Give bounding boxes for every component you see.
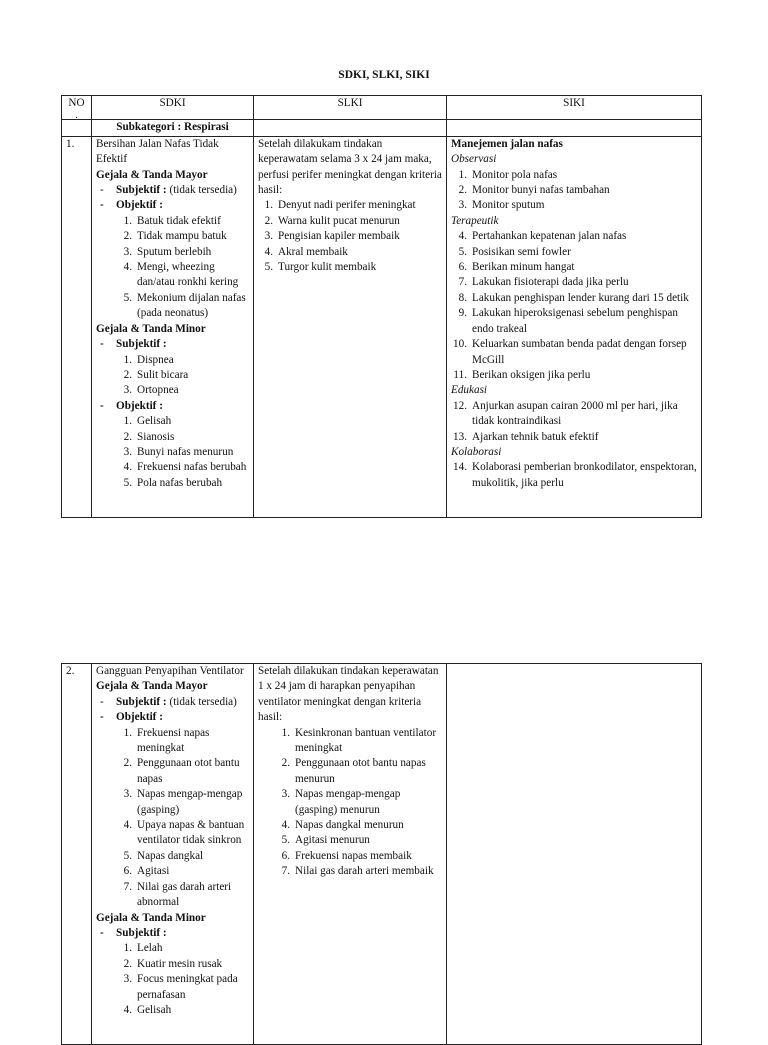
list-item bbox=[96, 941, 249, 956]
minor-subjektif-label: - Subjektif : bbox=[96, 337, 249, 352]
mayor-title: Gejala & Tanda Mayor bbox=[96, 680, 208, 693]
list-item-number: 4. bbox=[123, 1003, 132, 1016]
siki-section-label: Edukasi bbox=[451, 384, 488, 397]
list-item bbox=[451, 183, 697, 198]
subkategori-empty-cell bbox=[254, 120, 447, 136]
diagnosa-text: Bersihan Jalan Nafas Tidak Efektif bbox=[96, 137, 219, 166]
list-item-text: Anjurkan asupan cairan 2000 ml per hari, jika tidak kontraindikasi bbox=[472, 399, 678, 428]
subkategori-label: Subkategori : Respirasi bbox=[92, 120, 254, 136]
siki-section-label: Observasi bbox=[451, 153, 497, 166]
list-item-text: Penggunaan otot bantu napas menurun bbox=[295, 757, 426, 785]
subkategori-empty-cell bbox=[447, 120, 702, 136]
minor-title: Gejala & Tanda Minor bbox=[96, 322, 206, 335]
list-item bbox=[96, 260, 249, 291]
list-item-number: 2. bbox=[458, 184, 467, 197]
list-item-text: Napas dangkal bbox=[137, 849, 204, 862]
list-item bbox=[96, 414, 249, 429]
list-item bbox=[96, 214, 249, 229]
list-item bbox=[96, 880, 249, 911]
list-item-number: 1. bbox=[281, 726, 290, 739]
list-item bbox=[451, 260, 697, 275]
list-item-text: Sputum berlebih bbox=[137, 245, 212, 258]
list-item-text: Akral membaik bbox=[278, 245, 348, 258]
list-item bbox=[451, 430, 697, 445]
list-item-text: Lelah bbox=[137, 942, 163, 955]
list-item-number: 5. bbox=[281, 834, 290, 847]
slki-list bbox=[258, 726, 442, 880]
list-item bbox=[96, 756, 249, 787]
siki-section-list bbox=[451, 168, 697, 214]
list-item-text: Posisikan semi fowler bbox=[472, 245, 571, 258]
minor-subjektif-list bbox=[96, 353, 249, 399]
list-item bbox=[258, 787, 442, 818]
list-item-text: Mengi, wheezing dan/atau ronkhi kering bbox=[137, 261, 239, 289]
list-item-number: 4. bbox=[458, 230, 467, 243]
list-item-text: Focus meningkat pada pernafasan bbox=[137, 973, 238, 1001]
list-item-text: Bunyi nafas menurun bbox=[137, 445, 234, 458]
list-item bbox=[96, 430, 249, 445]
list-item-number: 12. bbox=[453, 399, 467, 412]
header-sdki: SDKI bbox=[92, 96, 254, 120]
list-item-number: 6. bbox=[458, 261, 467, 274]
siki-section-list bbox=[451, 399, 697, 445]
list-item-text: Frekuensi napas meningkat bbox=[137, 726, 210, 755]
mayor-title: Gejala & Tanda Mayor bbox=[96, 168, 208, 181]
list-item-number: 5. bbox=[123, 291, 132, 304]
list-item-text: Tidak mampu batuk bbox=[137, 230, 227, 243]
siki-cell bbox=[447, 664, 702, 1045]
slki-cell bbox=[254, 664, 447, 1045]
list-item bbox=[96, 383, 249, 398]
list-item bbox=[451, 275, 697, 290]
sdki-cell bbox=[92, 136, 254, 517]
list-item-number: 1. bbox=[123, 353, 132, 366]
list-item-number: 3. bbox=[123, 445, 132, 458]
list-item bbox=[451, 337, 697, 368]
minor-objektif-label: - Objektif : bbox=[96, 399, 249, 414]
subjektif-line bbox=[96, 695, 249, 710]
table-row bbox=[62, 664, 702, 1045]
list-item-text: Nilai gas darah arteri membaik bbox=[295, 865, 434, 878]
list-item-number: 3. bbox=[123, 245, 132, 258]
list-item bbox=[258, 818, 442, 833]
list-item-text: Kesinkronan bantuan ventilator meningkat bbox=[295, 726, 437, 755]
minor-subjektif-list bbox=[96, 941, 249, 1018]
minor-subjektif-label: - Subjektif : bbox=[96, 926, 249, 941]
list-item-number: 1. bbox=[123, 942, 132, 955]
list-item-number: 5. bbox=[123, 849, 132, 862]
list-item bbox=[451, 229, 697, 244]
list-item-number: 2. bbox=[123, 430, 132, 443]
list-item bbox=[258, 833, 442, 848]
list-item bbox=[96, 229, 249, 244]
subjektif-label: Subjektif : bbox=[116, 184, 167, 197]
slki-list bbox=[258, 198, 442, 275]
list-item bbox=[451, 368, 697, 383]
row-number: 2. bbox=[62, 664, 92, 1045]
subjektif-note: (tidak tersedia) bbox=[169, 184, 237, 197]
objektif-label: - Objektif : bbox=[96, 198, 249, 213]
list-item bbox=[258, 756, 442, 787]
list-item-text: Ortopnea bbox=[137, 384, 179, 397]
list-item-number: 4. bbox=[123, 461, 132, 474]
list-item bbox=[96, 445, 249, 460]
page-title: SDKI, SLKI, SIKI bbox=[338, 69, 430, 81]
objektif-label: - Objektif : bbox=[96, 710, 249, 725]
list-item bbox=[258, 726, 442, 757]
list-item-text: Gelisah bbox=[137, 1003, 172, 1016]
list-item bbox=[451, 306, 697, 337]
list-item-text: Monitor pola nafas bbox=[472, 168, 558, 181]
list-item-text: Pengisian kapiler membaik bbox=[278, 230, 400, 243]
list-item bbox=[258, 864, 442, 879]
list-item-text: Frekuensi nafas berubah bbox=[137, 461, 247, 474]
list-item-text: Monitor sputum bbox=[472, 199, 545, 212]
header-siki: SIKI bbox=[447, 96, 702, 120]
list-item-text: Keluarkan sumbatan benda padat dengan forsep McGill bbox=[472, 338, 687, 366]
list-item bbox=[258, 849, 442, 864]
list-item-text: Kolaborasi pemberian bronkodilator, enspektoran, mukolitik, jika perlu bbox=[472, 461, 697, 489]
subkategori-empty-cell bbox=[62, 120, 92, 136]
list-item bbox=[96, 957, 249, 972]
table-header-row bbox=[62, 96, 702, 120]
list-item-text: Dispnea bbox=[137, 353, 174, 366]
list-item-number: 5. bbox=[458, 245, 467, 258]
list-item-number: 4. bbox=[123, 819, 132, 832]
list-item-text: Agitasi bbox=[137, 865, 170, 878]
list-item-number: 3. bbox=[264, 230, 273, 243]
list-item-number: 11. bbox=[453, 368, 467, 381]
siki-title: Manejemen jalan nafas bbox=[451, 137, 563, 150]
list-item-text: Berikan minum hangat bbox=[472, 261, 575, 274]
list-item bbox=[258, 245, 442, 260]
list-item-number: 3. bbox=[123, 973, 132, 986]
list-item bbox=[451, 460, 697, 491]
list-item-number: 3. bbox=[123, 788, 132, 801]
list-item-text: Monitor bunyi nafas tambahan bbox=[472, 184, 610, 197]
list-item bbox=[96, 368, 249, 383]
list-item-number: 4. bbox=[264, 245, 273, 258]
care-plan-table-2 bbox=[61, 663, 702, 1045]
row-number: 1. bbox=[62, 136, 92, 517]
list-item-number: 7. bbox=[281, 865, 290, 878]
subjektif-line bbox=[96, 183, 249, 198]
slki-intro: Setelah dilakukan tindakan keperawatan 1 x 24 jam di harapkan penyapihan ventilator meningkat dengan kriteria hasil: bbox=[258, 665, 439, 724]
list-item-text: Kuatir mesin rusak bbox=[137, 957, 223, 970]
list-item-number: 1. bbox=[123, 214, 132, 227]
subkategori-row bbox=[62, 120, 702, 136]
list-item-number: 4. bbox=[123, 261, 132, 274]
list-item bbox=[96, 353, 249, 368]
list-item-text: Napas mengap-mengap (gasping) bbox=[137, 788, 243, 816]
list-item bbox=[258, 198, 442, 213]
list-item-text: Sulit bicara bbox=[137, 368, 189, 381]
diagnosa-text: Gangguan Penyapihan Ventilator bbox=[96, 665, 244, 677]
list-item-number: 2. bbox=[123, 368, 132, 381]
list-item-number: 2. bbox=[264, 214, 273, 227]
header-no-label: NO bbox=[68, 97, 85, 109]
list-item bbox=[258, 260, 442, 275]
list-item-text: Napas mengap-mengap (gasping) menurun bbox=[295, 788, 401, 816]
list-item-text: Sianosis bbox=[137, 430, 175, 443]
list-item-number: 1. bbox=[123, 726, 132, 739]
list-item bbox=[96, 818, 249, 849]
sdki-cell bbox=[92, 664, 254, 1045]
siki-section-list bbox=[451, 460, 697, 491]
list-item-number: 6. bbox=[281, 849, 290, 862]
header-slki: SLKI bbox=[254, 96, 447, 120]
list-item-text: Napas dangkal menurun bbox=[295, 819, 404, 832]
list-item-text: Pertahankan kepatenan jalan nafas bbox=[472, 230, 627, 243]
list-item-text: Lakukan hiperoksigenasi sebelum penghispan endo trakeal bbox=[472, 307, 678, 335]
list-item bbox=[451, 399, 697, 430]
list-item bbox=[96, 476, 249, 491]
list-item-number: 8. bbox=[458, 291, 467, 304]
list-item-text: Nilai gas darah arteri abnormal bbox=[137, 880, 232, 909]
list-item-number: 14. bbox=[453, 461, 467, 474]
list-item-number: 13. bbox=[453, 430, 467, 443]
care-plan-table-1 bbox=[61, 95, 702, 518]
minor-objektif-list bbox=[96, 414, 249, 491]
siki-section-label: Kolaborasi bbox=[451, 445, 502, 458]
list-item bbox=[258, 214, 442, 229]
list-item-number: 1. bbox=[458, 168, 467, 181]
list-item-number: 1. bbox=[123, 415, 132, 428]
list-item bbox=[96, 245, 249, 260]
list-item-number: 9. bbox=[458, 307, 467, 320]
list-item-text: Turgor kulit membaik bbox=[278, 261, 377, 274]
list-item-text: Gelisah bbox=[137, 415, 172, 428]
siki-cell bbox=[447, 136, 702, 517]
list-item-number: 3. bbox=[281, 788, 290, 801]
slki-intro: Setelah dilakukam tindakan keperawatam selama 3 x 24 jam maka, perfusi perifer meningkat dengan kriteria hasil: bbox=[258, 137, 442, 197]
slki-cell bbox=[254, 136, 447, 517]
list-item-number: 7. bbox=[458, 276, 467, 289]
list-item-number: 2. bbox=[123, 957, 132, 970]
list-item bbox=[96, 864, 249, 879]
subjektif-label: Subjektif : bbox=[116, 695, 167, 708]
list-item-number: 3. bbox=[458, 199, 467, 212]
objektif-list bbox=[96, 214, 249, 322]
list-item bbox=[96, 460, 249, 475]
table-row bbox=[62, 136, 702, 517]
list-item-text: Warna kulit pucat menurun bbox=[278, 214, 400, 227]
list-item-number: 7. bbox=[123, 880, 132, 893]
list-item-number: 2. bbox=[281, 757, 290, 770]
siki-sections bbox=[451, 152, 697, 491]
list-item-text: Denyut nadi perifer meningkat bbox=[278, 199, 416, 212]
list-item-text: Mekonium dijalan nafas (pada neonatus) bbox=[137, 291, 246, 320]
siki-section-list bbox=[451, 229, 697, 383]
siki-section-label: Terapeutik bbox=[451, 214, 499, 227]
list-item-text: Ajarkan tehnik batuk efektif bbox=[472, 430, 599, 443]
list-item bbox=[96, 291, 249, 322]
header-no-sub: . bbox=[75, 109, 78, 122]
list-item bbox=[451, 245, 697, 260]
list-item-text: Berikan oksigen jika perlu bbox=[472, 368, 591, 381]
list-item-number: 3. bbox=[123, 384, 132, 397]
list-item-number: 4. bbox=[281, 819, 290, 832]
list-item-number: 5. bbox=[264, 261, 273, 274]
list-item-text: Agitasi menurun bbox=[295, 834, 370, 847]
list-item-number: 1. bbox=[264, 199, 273, 212]
list-item bbox=[258, 229, 442, 244]
list-item bbox=[96, 726, 249, 757]
list-item bbox=[96, 787, 249, 818]
list-item-text: Pola nafas berubah bbox=[137, 476, 223, 489]
list-item-text: Penggunaan otot bantu napas bbox=[137, 757, 240, 785]
list-item-number: 10. bbox=[453, 338, 467, 351]
list-item-number: 2. bbox=[123, 757, 132, 770]
header-no bbox=[62, 96, 92, 120]
list-item-text: Upaya napas & bantuan ventilator tidak sinkron bbox=[137, 819, 245, 847]
list-item bbox=[451, 198, 697, 213]
list-item-text: Batuk tidak efektif bbox=[137, 214, 221, 227]
list-item bbox=[96, 1003, 249, 1018]
list-item bbox=[451, 168, 697, 183]
list-item-text: Frekuensi napas membaik bbox=[295, 849, 412, 862]
list-item bbox=[96, 849, 249, 864]
list-item-text: Lakukan fisioterapi dada jika perlu bbox=[472, 276, 629, 289]
objektif-list bbox=[96, 726, 249, 911]
list-item-number: 6. bbox=[123, 865, 132, 878]
list-item bbox=[451, 291, 697, 306]
minor-title: Gejala & Tanda Minor bbox=[96, 911, 206, 924]
list-item-text: Lakukan penghispan lender kurang dari 15 detik bbox=[472, 291, 689, 304]
list-item-number: 5. bbox=[123, 476, 132, 489]
subjektif-note: (tidak tersedia) bbox=[169, 695, 237, 708]
list-item-number: 2. bbox=[123, 230, 132, 243]
list-item bbox=[96, 972, 249, 1003]
